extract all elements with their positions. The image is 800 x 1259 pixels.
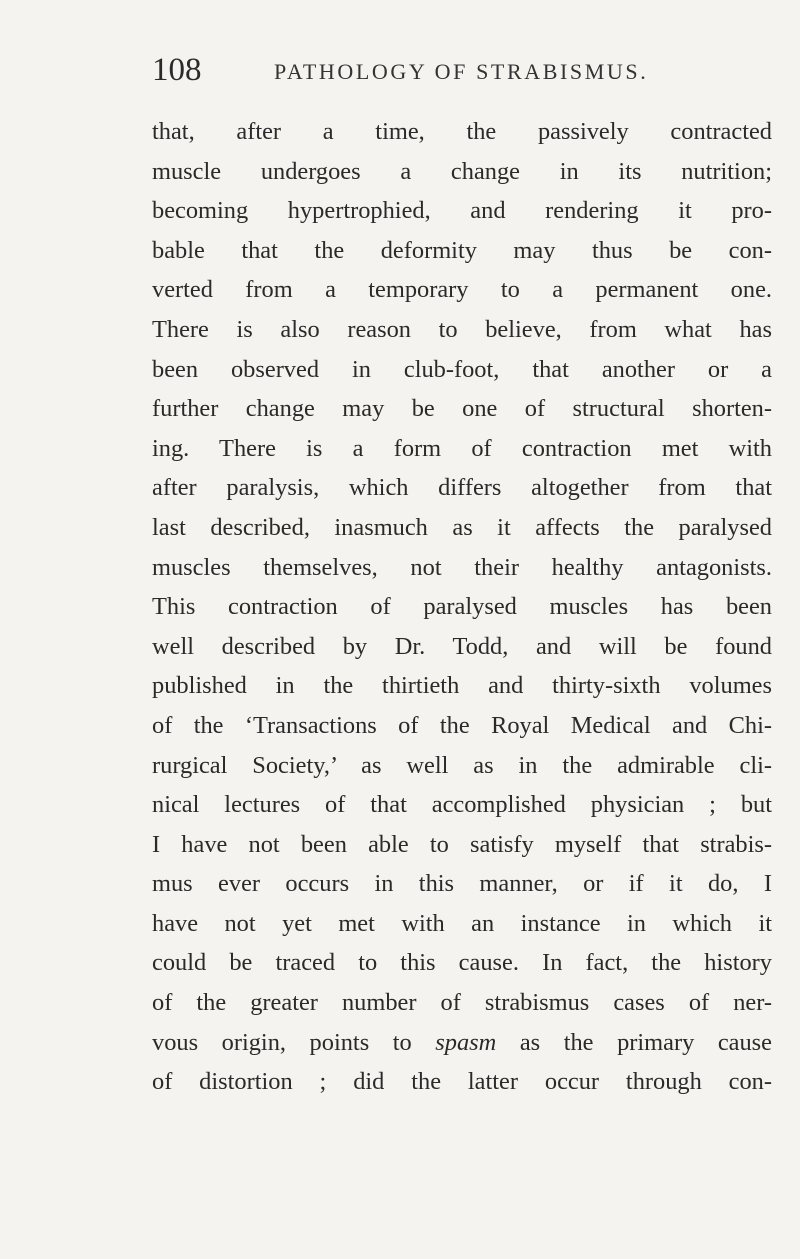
- text-segment: vous origin, points to: [152, 1028, 436, 1056]
- text-line: muscles themselves, not their healthy antagonists.: [152, 553, 772, 581]
- text-line: of the ‘Transactions of the Royal Medical and Chi-: [152, 711, 772, 739]
- text-line: muscle undergoes a change in its nutrition;: [152, 157, 772, 185]
- text-line: could be traced to this cause. In fact, the history: [152, 949, 772, 977]
- text-line: of distortion ; did the latter occur through con-: [152, 1068, 772, 1096]
- text-line: nical lectures of that accomplished physician ; but: [152, 791, 772, 819]
- text-line: that, after a time, the passively contracted: [152, 118, 772, 145]
- text-line: mus ever occurs in this manner, or if it do, I: [152, 870, 772, 898]
- text-line: published in the thirtieth and thirty-sixth volumes: [152, 672, 772, 700]
- text-line: rurgical Society,’ as well as in the admirable cli-: [152, 751, 772, 779]
- text-line: This contraction of paralysed muscles has been: [152, 593, 772, 621]
- body-text: [152, 112, 772, 1102]
- running-title: PATHOLOGY OF STRABISMUS.: [274, 59, 649, 84]
- text-line: after paralysis, which differs altogether from that: [152, 474, 772, 502]
- text-line: of the greater number of strabismus cases of ner-: [152, 989, 772, 1017]
- text-line: have not yet met with an instance in which it: [152, 909, 772, 937]
- emphasis-word: spasm: [435, 1028, 497, 1056]
- text-line-with-emphasis: [152, 1023, 772, 1063]
- text-line: becoming hypertrophied, and rendering it pro-: [152, 197, 772, 225]
- text-segment: as the primary cause: [496, 1028, 772, 1056]
- text-line: been observed in club-foot, that another or a: [152, 355, 772, 383]
- text-line: ing. There is a form of contraction met with: [152, 434, 772, 462]
- text-line: further change may be one of structural shorten-: [152, 395, 772, 423]
- running-head: [152, 50, 772, 90]
- text-line: last described, inasmuch as it affects the paralysed: [152, 513, 772, 541]
- text-line: I have not been able to satisfy myself that strabis-: [152, 830, 772, 858]
- page-number: 108: [152, 52, 202, 88]
- text-line: verted from a temporary to a permanent one.: [152, 276, 772, 304]
- text-line: There is also reason to believe, from what has: [152, 315, 772, 343]
- text-line: bable that the deformity may thus be con-: [152, 236, 772, 264]
- text-line: well described by Dr. Todd, and will be found: [152, 632, 772, 660]
